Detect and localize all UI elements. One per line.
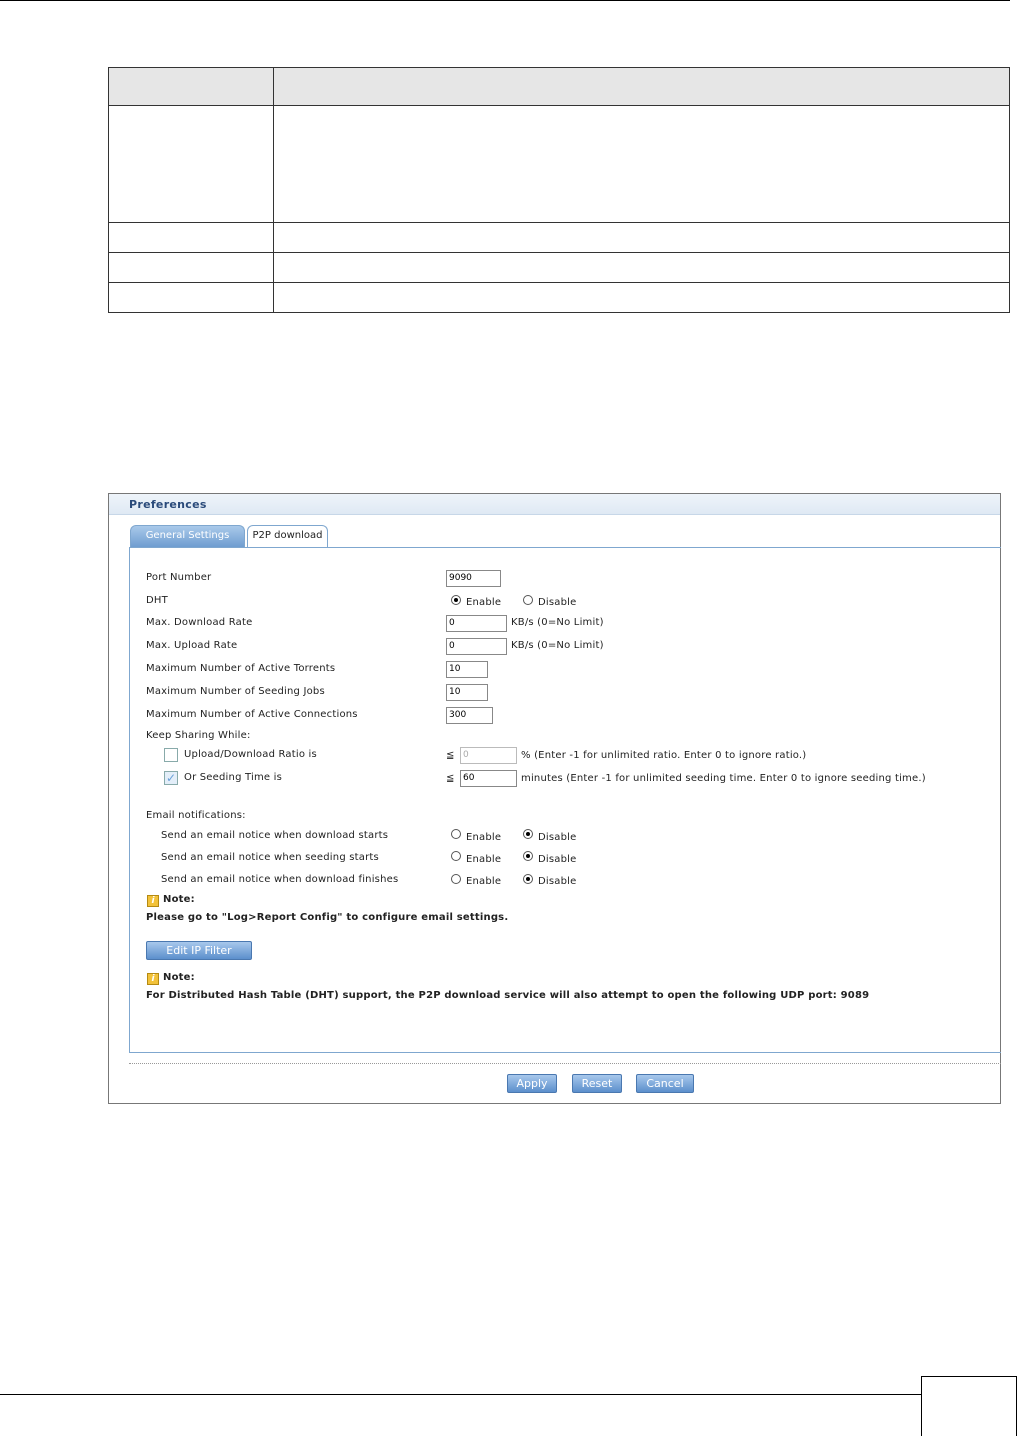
dht-port-note: For Distributed Hash Table (DHT) support, the P2P download service will also attempt to open the following UDP port: 9089 — [146, 990, 870, 1001]
edit-ip-filter-button[interactable]: Edit IP Filter — [146, 941, 252, 960]
max-torrents-label: Maximum Number of Active Torrents — [146, 663, 336, 674]
tab-general-settings[interactable]: General Settings — [130, 525, 245, 547]
page-footer-rule — [0, 1394, 922, 1395]
seeding-time-input[interactable]: 60 — [460, 770, 517, 787]
page-header-rule — [0, 0, 1010, 1]
seeding-le-symbol: ≦ — [446, 773, 455, 784]
max-connections-input[interactable]: 300 — [446, 707, 493, 724]
max-download-input[interactable]: 0 — [446, 615, 507, 632]
description-table — [108, 67, 1010, 313]
ratio-checkbox[interactable] — [164, 748, 178, 762]
table-header-row — [109, 68, 1010, 106]
max-seeding-input[interactable]: 10 — [446, 684, 488, 701]
title-bar — [109, 494, 1000, 515]
footer-divider — [129, 1063, 1001, 1064]
enable-label: Enable — [466, 832, 502, 843]
seeding-time-label: Or Seeding Time is — [184, 772, 283, 783]
dht-enable-radio[interactable] — [451, 595, 461, 605]
note-title: Note: — [163, 972, 195, 983]
email-download-finish-enable-radio[interactable] — [451, 874, 461, 884]
email-row-label: Send an email notice when seeding starts — [161, 852, 379, 863]
note-title: Note: — [163, 894, 195, 905]
info-icon: i — [147, 895, 159, 907]
max-connections-label: Maximum Number of Active Connections — [146, 709, 358, 720]
enable-label: Enable — [466, 876, 502, 887]
port-number-label: Port Number — [146, 572, 212, 583]
ratio-label: Upload/Download Ratio is — [184, 749, 317, 760]
email-notifications-label: Email notifications: — [146, 810, 246, 821]
email-download-finish-disable-radio[interactable] — [523, 874, 533, 884]
disable-label: Disable — [538, 854, 577, 865]
ratio-le-symbol: ≦ — [446, 750, 455, 761]
table-row — [109, 106, 1010, 223]
max-torrents-input[interactable]: 10 — [446, 661, 488, 678]
email-row-label: Send an email notice when download finishes — [161, 874, 399, 885]
seeding-time-checkbox[interactable] — [164, 771, 178, 785]
max-download-label: Max. Download Rate — [146, 617, 253, 628]
preferences-screenshot — [108, 493, 1001, 1104]
max-upload-unit: KB/s (0=No Limit) — [511, 640, 604, 651]
apply-button[interactable]: Apply — [507, 1074, 557, 1093]
preferences-title: Preferences — [129, 498, 207, 511]
seeding-time-hint: minutes (Enter -1 for unlimited seeding time. Enter 0 to ignore seeding time.) — [521, 773, 926, 784]
port-number-input[interactable]: 9090 — [446, 570, 501, 587]
dht-label: DHT — [146, 595, 168, 606]
email-settings-note: Please go to "Log>Report Config" to configure email settings. — [146, 912, 509, 923]
dht-disable-radio[interactable] — [523, 595, 533, 605]
table-row — [109, 283, 1010, 313]
reset-button[interactable]: Reset — [572, 1074, 622, 1093]
settings-panel — [129, 547, 1001, 1053]
info-icon: i — [147, 973, 159, 985]
max-download-unit: KB/s (0=No Limit) — [511, 617, 604, 628]
ratio-input[interactable]: 0 — [460, 747, 517, 764]
cancel-button[interactable]: Cancel — [636, 1074, 694, 1093]
ratio-hint: % (Enter -1 for unlimited ratio. Enter 0 to ignore ratio.) — [521, 750, 807, 761]
email-download-start-enable-radio[interactable] — [451, 829, 461, 839]
disable-label: Disable — [538, 876, 577, 887]
enable-label: Enable — [466, 854, 502, 865]
email-row-label: Send an email notice when download starts — [161, 830, 389, 841]
max-upload-input[interactable]: 0 — [446, 638, 507, 655]
email-download-start-disable-radio[interactable] — [523, 829, 533, 839]
page-number-box — [921, 1376, 1017, 1436]
check-mark-icon: ✓ — [165, 771, 177, 785]
max-seeding-label: Maximum Number of Seeding Jobs — [146, 686, 325, 697]
disable-label: Disable — [538, 832, 577, 843]
email-seeding-start-disable-radio[interactable] — [523, 851, 533, 861]
tab-p2p-download[interactable]: P2P download — [247, 525, 328, 548]
dht-disable-label: Disable — [538, 597, 577, 608]
dht-enable-label: Enable — [466, 597, 502, 608]
email-seeding-start-enable-radio[interactable] — [451, 851, 461, 861]
table-row — [109, 223, 1010, 253]
max-upload-label: Max. Upload Rate — [146, 640, 238, 651]
table-row — [109, 253, 1010, 283]
keep-sharing-label: Keep Sharing While: — [146, 730, 251, 741]
